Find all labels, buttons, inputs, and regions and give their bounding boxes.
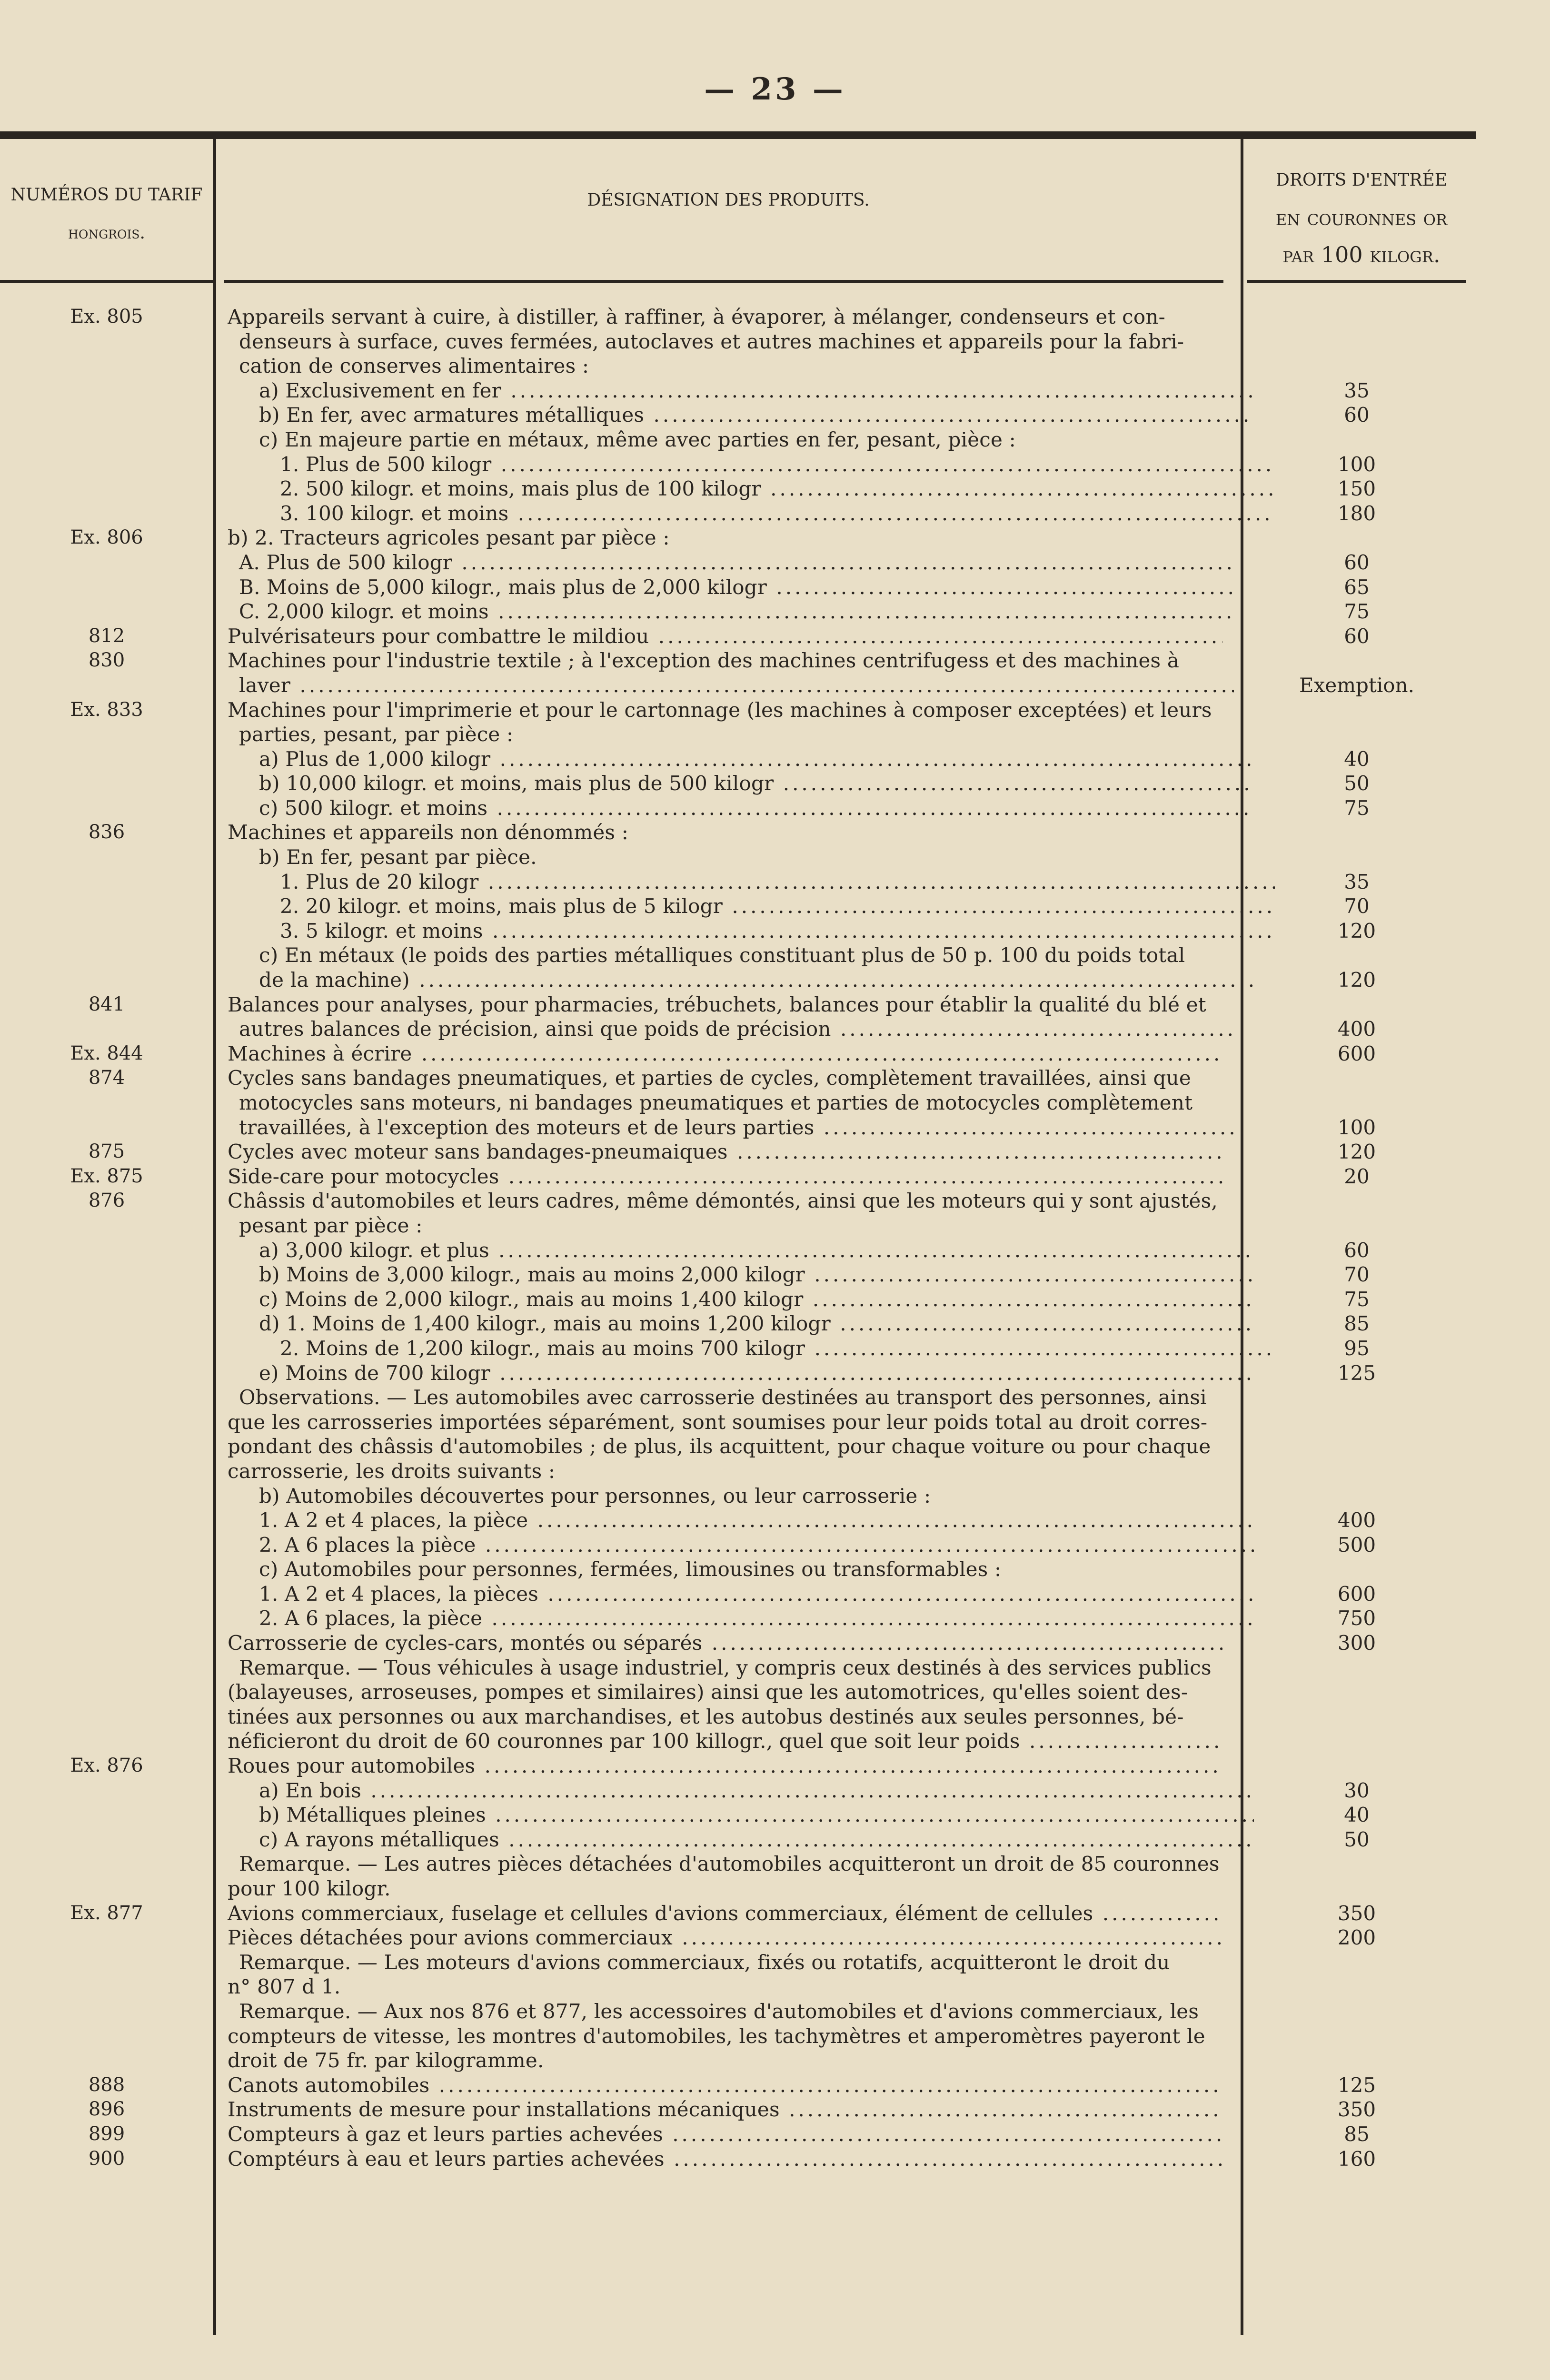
tariff-number: Ex. 875 (70, 1165, 143, 1187)
duty-value: 40 (1344, 1803, 1370, 1827)
page-number: — 23 — (704, 71, 846, 107)
tariff-number: 841 (88, 993, 125, 1015)
product-designation: Observations. — Les automobiles avec carrosserie destinées au transport des personnes, ainsi (239, 1386, 1207, 1409)
product-designation: a) Plus de 1,000 kilogr ..... (228, 747, 1254, 772)
product-designation: d) 1. Moins de 1,400 kilogr., mais au moins 1,200 kilogr ..... (228, 1311, 1254, 1336)
header-rule-middle (224, 280, 1223, 283)
duty-value: 350 (1337, 1901, 1376, 1925)
tariff-row (0, 771, 1550, 796)
tariff-row (0, 1705, 1550, 1729)
product-designation: b) 2. Tracteurs agricoles pesant par pièce : (228, 526, 670, 550)
duty-value: 75 (1344, 600, 1370, 624)
duty-value: 70 (1344, 894, 1370, 918)
tariff-row (0, 2048, 1550, 2073)
tariff-row (0, 1582, 1550, 1606)
product-designation: parties, pesant, par pièce : (239, 723, 514, 746)
tariff-row (0, 1115, 1550, 1140)
duty-value: 70 (1344, 1263, 1370, 1287)
tariff-row (0, 1680, 1550, 1705)
tariff-number: 812 (88, 625, 125, 647)
product-designation: Machines pour l'imprimerie et pour le cartonnage (les machines à composer exceptées) et leurs (228, 698, 1212, 722)
duty-value: 35 (1344, 378, 1370, 402)
product-designation: 2. A 6 places la pièce ..... (228, 1533, 1254, 1557)
product-designation: carrosserie, les droits suivants : (228, 1459, 556, 1483)
tariff-row (0, 1508, 1550, 1533)
duty-value: 300 (1337, 1631, 1376, 1655)
duty-value: 120 (1337, 919, 1376, 942)
product-designation: Comptéurs à eau et leurs parties achevées ..... (228, 2147, 1222, 2172)
product-designation: c) Moins de 2,000 kilogr., mais au moins 1,400 kilogr ..... (228, 1287, 1254, 1312)
product-designation: b) Moins de 3,000 kilogr., mais au moins 2,000 kilogr ..... (228, 1262, 1254, 1287)
header-designation: DÉSIGNATION DES PRODUITS. (587, 190, 870, 210)
product-designation: 2. 20 kilogr. et moins, mais plus de 5 kilogr ..... (228, 894, 1275, 919)
tariff-row (0, 870, 1550, 894)
duty-value: 180 (1337, 501, 1376, 525)
tariff-row (0, 501, 1550, 526)
product-designation: Instruments de mesure pour installations mécaniques ..... (228, 2097, 1222, 2122)
tariff-row (0, 1876, 1550, 1901)
tariff-number: 830 (88, 649, 125, 672)
tariff-number: Ex. 877 (70, 1902, 143, 1924)
product-designation: Remarque. — Tous véhicules à usage industriel, y compris ceux destinés à des services publics (239, 1656, 1212, 1679)
product-designation: 2. A 6 places, la pièce ..... (228, 1606, 1254, 1631)
tariff-row (0, 378, 1550, 403)
product-designation: a) En bois ..... (228, 1778, 1254, 1803)
tariff-number: 899 (88, 2122, 125, 2145)
tariff-row (0, 1803, 1550, 1827)
tariff-row (0, 673, 1550, 698)
tariff-row (0, 1852, 1550, 1876)
tariff-row (0, 1140, 1550, 1164)
duty-value: 350 (1337, 2098, 1376, 2122)
tariff-row (0, 550, 1550, 575)
tariff-number: Ex. 844 (70, 1042, 143, 1064)
tariff-row (0, 2024, 1550, 2049)
product-designation: 3. 100 kilogr. et moins ..... (228, 501, 1275, 526)
tariff-row (0, 1311, 1550, 1336)
product-designation: Side-care pour motocycles ..... (228, 1164, 1222, 1189)
tariff-row (0, 403, 1550, 427)
product-designation: Pulvérisateurs pour combattre le mildiou ..... (228, 624, 1222, 649)
tariff-row (0, 624, 1550, 649)
tariff-number: 876 (88, 1190, 125, 1212)
product-designation: 1. A 2 et 4 places, la pièces ..... (228, 1582, 1254, 1606)
product-designation: Avions commerciaux, fuselage et cellules d'avions commerciaux, élément de cellules ..... (228, 1901, 1222, 1926)
duty-value: 60 (1344, 550, 1370, 574)
product-designation: motocycles sans moteurs, ni bandages pneumatiques et parties de motocycles complètement (239, 1091, 1193, 1114)
product-designation: Canots automobiles ..... (228, 2073, 1222, 2098)
duty-value: 60 (1344, 403, 1370, 427)
duty-value: 600 (1337, 1041, 1376, 1065)
tariff-row (0, 1729, 1550, 1754)
product-designation: Carrosserie de cycles-cars, montés ou séparés ..... (228, 1631, 1222, 1656)
product-designation: néficieront du droit de 60 couronnes par 100 killogr., quel que soit leur poids ..... (228, 1729, 1222, 1754)
duty-value: 75 (1344, 796, 1370, 820)
product-designation: b) Automobiles découvertes pour personnes, ou leur carrosserie : (259, 1484, 931, 1507)
tariff-row (0, 968, 1550, 992)
product-designation: compteurs de vitesse, les montres d'automobiles, les tachymètres et amperomètres payeront le (228, 2024, 1205, 2048)
header-tariff-number (0, 176, 213, 252)
product-designation: a) Exclusivement en fer ..... (228, 378, 1254, 403)
tariff-row (0, 648, 1550, 673)
product-designation: 1. Plus de 500 kilogr ..... (228, 452, 1275, 477)
header-tariff-line2: hongrois. (68, 223, 145, 243)
header-duties-line2: en couronnes or (1275, 205, 1448, 230)
tariff-number: 896 (88, 2098, 125, 2121)
tariff-row (0, 698, 1550, 723)
tariff-row (0, 427, 1550, 452)
tariff-row (0, 1066, 1550, 1091)
duty-value: 500 (1337, 1533, 1376, 1557)
product-designation: travaillées, à l'exception des moteurs et de leurs parties ..... (228, 1115, 1234, 1140)
duty-value: 400 (1337, 1508, 1376, 1532)
product-designation: Remarque. — Les autres pièces détachées d'automobiles acquitteront un droit de 85 couronnes (239, 1852, 1220, 1876)
tariff-number: Ex. 806 (70, 526, 143, 549)
tariff-row (0, 1262, 1550, 1287)
product-designation: droit de 75 fr. par kilogramme. (228, 2049, 544, 2073)
tariff-row (0, 575, 1550, 600)
product-designation: cation de conserves alimentaires : (239, 354, 589, 378)
tariff-row (0, 1213, 1550, 1238)
product-designation: Balances pour analyses, pour pharmacies, trébuchets, balances pour établir la qualité du blé et (228, 992, 1206, 1016)
product-designation: Pièces détachées pour avions commerciaux ..... (228, 1925, 1222, 1950)
tariff-row (0, 1164, 1550, 1189)
duty-value: 20 (1344, 1164, 1370, 1188)
product-designation: 2. 500 kilogr. et moins, mais plus de 100 kilogr ..... (228, 476, 1275, 501)
product-designation: c) En métaux (le poids des parties métalliques constituant plus de 50 p. 100 du poids total (259, 943, 1185, 967)
product-designation: b) En fer, pesant par pièce. (259, 845, 537, 869)
duty-value: 400 (1337, 1017, 1376, 1041)
duty-value: 600 (1337, 1582, 1376, 1606)
product-designation: (balayeuses, arroseuses, pompes et similaires) ainsi que les automotrices, qu'elles soient des- (228, 1680, 1188, 1704)
product-designation: Cycles sans bandages pneumatiques, et parties de cycles, complètement travaillées, ainsi que (228, 1066, 1191, 1090)
product-designation: c) 500 kilogr. et moins ..... (228, 796, 1254, 821)
product-designation: 1. Plus de 20 kilogr ..... (228, 870, 1275, 894)
product-designation: de la machine) ..... (228, 968, 1254, 992)
product-designation: Machines et appareils non dénommés : (228, 821, 629, 844)
product-designation: Compteurs à gaz et leurs parties achevées ..... (228, 2122, 1222, 2147)
duty-value: 50 (1344, 1827, 1370, 1851)
tariff-row (0, 992, 1550, 1017)
tariff-number: 836 (88, 821, 125, 843)
product-designation: 3. 5 kilogr. et moins ..... (228, 919, 1275, 943)
tariff-row (0, 943, 1550, 968)
tariff-row (0, 1336, 1550, 1361)
duty-value: 100 (1337, 1115, 1376, 1139)
product-designation: Roues pour automobiles ..... (228, 1754, 1222, 1778)
product-designation: C. 2,000 kilogr. et moins ..... (228, 599, 1234, 624)
product-designation: 1. A 2 et 4 places, la pièce ..... (228, 1508, 1254, 1533)
duty-value: 50 (1344, 772, 1370, 795)
product-designation: b) 10,000 kilogr. et moins, mais plus de 500 kilogr ..... (228, 771, 1254, 796)
product-designation: c) Automobiles pour personnes, fermées, limousines ou transformables : (259, 1557, 1002, 1581)
tariff-row (0, 329, 1550, 354)
product-designation: n° 807 d 1. (228, 1975, 341, 1999)
tariff-row (0, 1557, 1550, 1582)
tariff-row (0, 747, 1550, 772)
tariff-row (0, 2122, 1550, 2147)
product-designation: Machines pour l'industrie textile ; à l'exception des machines centrifugess et des machines à (228, 649, 1180, 673)
top-rule (0, 131, 1476, 139)
tariff-row (0, 354, 1550, 378)
duty-value: 100 (1337, 452, 1376, 476)
duty-value: 200 (1337, 1926, 1376, 1950)
tariff-row (0, 1017, 1550, 1041)
product-designation: c) En majeure partie en métaux, même avec parties en fer, pesant, pièce : (259, 427, 1016, 451)
tariff-number: 874 (88, 1067, 125, 1089)
product-designation: autres balances de précision, ainsi que poids de précision ..... (228, 1017, 1234, 1041)
header-rule-left (0, 280, 213, 283)
tariff-row (0, 1434, 1550, 1459)
duty-value: 120 (1337, 1140, 1376, 1164)
tariff-row (0, 796, 1550, 821)
tariff-row (0, 919, 1550, 943)
product-designation: Cycles avec moteur sans bandages-pneumaiques ..... (228, 1140, 1222, 1164)
product-designation: Appareils servant à cuire, à distiller, à raffiner, à évaporer, à mélanger, condenseurs et con- (228, 305, 1165, 328)
tariff-row (0, 599, 1550, 624)
product-designation: Châssis d'automobiles et leurs cadres, même démontés, ainsi que les moteurs qui y sont ajustés, (228, 1189, 1218, 1213)
tariff-row (0, 1385, 1550, 1410)
tariff-row (0, 1238, 1550, 1263)
tariff-row (0, 894, 1550, 919)
tariff-row (0, 1974, 1550, 1999)
product-designation: pondant des châssis d'automobiles ; de plus, ils acquittent, pour chaque voiture ou pour chaque (228, 1435, 1211, 1458)
duty-value: Exemption. (1299, 673, 1414, 697)
tariff-row (0, 1287, 1550, 1312)
tariff-number: Ex. 876 (70, 1755, 143, 1777)
header-duties (1247, 162, 1476, 273)
tariff-row (0, 305, 1550, 329)
product-designation: b) Métalliques pleines ..... (228, 1803, 1254, 1827)
tariff-row (0, 1631, 1550, 1656)
duty-value: 60 (1344, 1238, 1370, 1262)
product-designation: A. Plus de 500 kilogr ..... (228, 550, 1234, 575)
product-designation: laver ..... (228, 673, 1234, 698)
tariff-row (0, 2147, 1550, 2172)
tariff-row (0, 1778, 1550, 1803)
product-designation: c) A rayons métalliques ..... (228, 1827, 1254, 1852)
tariff-row (0, 1361, 1550, 1386)
tariff-row (0, 1656, 1550, 1680)
tariff-row (0, 1999, 1550, 2024)
product-designation: pesant par pièce : (239, 1213, 423, 1237)
duty-value: 30 (1344, 1778, 1370, 1802)
product-designation: Remarque. — Les moteurs d'avions commerciaux, fixés ou rotatifs, acquitteront le droit du (239, 1950, 1170, 1974)
header-rule-right (1247, 280, 1466, 283)
product-designation: B. Moins de 5,000 kilogr., mais plus de 2,000 kilogr ..... (228, 575, 1234, 600)
tariff-row (0, 1606, 1550, 1631)
tariff-row (0, 1901, 1550, 1926)
duty-value: 85 (1344, 2122, 1370, 2146)
duty-value: 750 (1337, 1606, 1376, 1630)
product-designation: e) Moins de 700 kilogr ..... (228, 1361, 1254, 1386)
product-designation: que les carrosseries importées séparément, sont soumises pour leur poids total au droit corres- (228, 1410, 1208, 1434)
product-designation: a) 3,000 kilogr. et plus ..... (228, 1238, 1254, 1263)
tariff-row (0, 476, 1550, 501)
tariff-row (0, 1484, 1550, 1508)
tariff-row (0, 2073, 1550, 2098)
duty-value: 35 (1344, 870, 1370, 893)
tariff-row (0, 1827, 1550, 1852)
tariff-number: 875 (88, 1140, 125, 1163)
tariff-row (0, 1754, 1550, 1778)
duty-value: 85 (1344, 1312, 1370, 1336)
header-duties-line3: par 100 kilogr. (1282, 242, 1441, 268)
duty-value: 65 (1344, 575, 1370, 599)
duty-value: 60 (1344, 624, 1370, 648)
tariff-row (0, 1533, 1550, 1557)
tariff-row (0, 722, 1550, 747)
tariff-number: Ex. 805 (70, 306, 143, 327)
header-tariff-line1: NUMÉROS DU TARIF (10, 185, 203, 205)
tariff-row (0, 526, 1550, 550)
duty-value: 120 (1337, 968, 1376, 992)
tariff-row (0, 820, 1550, 845)
duty-value: 150 (1337, 477, 1376, 501)
tariff-number: Ex. 833 (70, 698, 143, 721)
tariff-table-body (0, 305, 1550, 2171)
tariff-number: 888 (88, 2073, 125, 2096)
duty-value: 95 (1344, 1336, 1370, 1360)
duty-value: 125 (1337, 1361, 1376, 1385)
tariff-number: 900 (88, 2147, 125, 2170)
tariff-row (0, 1950, 1550, 1975)
duty-value: 160 (1337, 2147, 1376, 2171)
tariff-row (0, 1925, 1550, 1950)
duty-value: 75 (1344, 1287, 1370, 1311)
header-duties-line1: DROITS D'ENTRÉE (1275, 170, 1448, 190)
duty-value: 125 (1337, 2073, 1376, 2097)
tariff-row (0, 1410, 1550, 1435)
tariff-row (0, 1459, 1550, 1484)
product-designation: 2. Moins de 1,200 kilogr., mais au moins 700 kilogr ..... (228, 1336, 1275, 1361)
tariff-row (0, 1189, 1550, 1213)
tariff-row (0, 845, 1550, 870)
product-designation: pour 100 kilogr. (228, 1877, 391, 1900)
product-designation: Machines à écrire ..... (228, 1041, 1222, 1066)
duty-value: 40 (1344, 747, 1370, 771)
product-designation: Remarque. — Aux nos 876 et 877, les accessoires d'automobiles et d'avions commerciaux, les (239, 1999, 1199, 2023)
product-designation: denseurs à surface, cuves fermées, autoclaves et autres machines et appareils pour la fabri- (239, 329, 1184, 353)
product-designation: b) En fer, avec armatures métalliques ..... (228, 403, 1254, 427)
product-designation: tinées aux personnes ou aux marchandises, et les autobus destinés aux seules personnes, bé- (228, 1705, 1184, 1728)
tariff-row (0, 1041, 1550, 1066)
tariff-row (0, 2097, 1550, 2122)
tariff-row (0, 452, 1550, 477)
tariff-row (0, 1091, 1550, 1115)
